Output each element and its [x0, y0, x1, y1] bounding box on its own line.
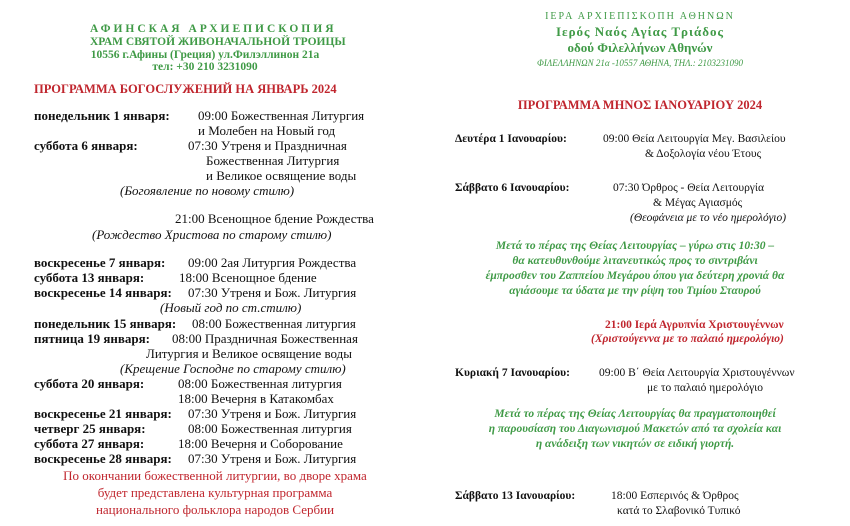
ru-text: 08:00 Праздничная Божественная — [172, 331, 358, 346]
ru-text: 18:00 Вечерня и Соборование — [178, 436, 343, 451]
gr-note: (Θεοφάνεια με το νέο ημερολόγιο) — [630, 212, 787, 224]
ru-day: пятница 19 января: — [34, 331, 151, 346]
ru-day: воскресенье 28 января: — [34, 451, 172, 466]
ru-text: Литургия и Великое освящение воды — [146, 346, 353, 361]
gr-green-line: η παρουσίαση του Διαγωνισμού Μακετών από τα σχολεία και — [488, 423, 782, 435]
gr-text: 09:00 Θεία Λειτουργία Μεγ. Βασιλείου — [603, 133, 786, 145]
ru-note: (Новый год по ст.стилю) — [160, 300, 302, 315]
ru-text: и Великое освящение воды — [206, 168, 357, 183]
ru-text: 18:00 Вечерня в Катакомбах — [178, 391, 334, 406]
gr-green-line: αγιάσουμε τα ύδατα με την ρίψη του Τιμίου Σταυρού — [509, 285, 761, 297]
greek-program — [425, 0, 850, 526]
ru-day: суббота 13 января: — [34, 270, 145, 285]
gr-day: Δευτέρα 1 Ιανουαρίου: — [455, 133, 567, 145]
ru-day: воскресенье 14 января: — [34, 285, 172, 300]
gr-green-line: έμπροσθεν του Ζαππείου Μεγάρου όπου για δεύτερη χρονιά θα — [485, 270, 785, 282]
gr-header-line4: ΦΙΛΕΛΛΗΝΩΝ 21α -10557 ΑΘΗΝΑ, ΤΗΛ.: 2103231090 — [536, 58, 743, 68]
ru-day: понедельник 15 января: — [34, 316, 177, 331]
ru-text: 08:00 Божественная литургия — [188, 421, 352, 436]
gr-text: 07:30 Όρθρος - Θεία Λειτουργία — [613, 182, 765, 194]
gr-header-line3: οδού Φιλελλήνων Αθηνών — [567, 40, 713, 55]
ru-day: четверг 25 января: — [34, 421, 146, 436]
gr-day: Κυριακή 7 Ιανουαρίου: — [455, 367, 570, 379]
ru-text: 09:00 2ая Литургия Рождества — [188, 255, 357, 270]
ru-text: 07:30 Утреня и Бож. Литургия — [188, 285, 357, 300]
ru-day: понедельник 1 января: — [34, 108, 170, 123]
gr-vigil-note: (Χριστούγεννα με το παλαιό ημερολόγιο) — [591, 333, 784, 345]
ru-footer-line1: По окончании божественной литургии, во дворе храма — [63, 468, 367, 483]
ru-note: (Крещение Господне по старому стилю) — [120, 361, 346, 376]
ru-note: (Рождество Христова по старому стилю) — [92, 227, 332, 242]
gr-vigil: 21:00 Ιερά Αγρυπνία Χριστουγέννων — [605, 319, 784, 331]
ru-text: 08:00 Божественная литургия — [192, 316, 356, 331]
ru-text: 07:30 Утреня и Бож. Литургия — [188, 451, 357, 466]
ru-header-line2: ХРАМ СВЯТОЙ ЖИВОНАЧАЛЬНОЙ ТРОИЦЫ — [90, 36, 346, 48]
ru-note: (Богоявление по новому стилю) — [120, 183, 295, 198]
gr-text: 18:00 Εσπερινός & Όρθρος — [611, 490, 739, 502]
ru-text: 07:30 Утреня и Праздничная — [188, 138, 347, 153]
ru-header-line4: тел: +30 210 3231090 — [152, 61, 258, 73]
ru-day: воскресенье 21 января: — [34, 406, 172, 421]
gr-text: & Δοξολογία νέου Έτους — [645, 148, 762, 160]
ru-day: суббота 27 января: — [34, 436, 145, 451]
ru-text: и Молебен на Новый год — [198, 123, 336, 138]
gr-day: Σάββατο 13 Ιανουαρίου: — [455, 490, 576, 502]
gr-header-line2: Ιερός Ναός Αγίας Τριάδος — [555, 24, 725, 39]
ru-text: 07:30 Утреня и Бож. Литургия — [188, 406, 357, 421]
ru-text: Божественная Литургия — [206, 153, 340, 168]
gr-header-line1: ΙΕΡΑ ΑΡΧΙΕΠΙΣΚΟΠΗ ΑΘΗΝΩΝ — [545, 11, 735, 22]
ru-header-line1: АФИНСКАЯ АРХИЕПИСКОПИЯ — [90, 23, 337, 35]
gr-green-line: η ανάδειξη των νικητών σε ειδική γιορτή. — [535, 438, 735, 450]
ru-text: 09:00 Божественная Литургия — [198, 108, 365, 123]
ru-text: 21:00 Всенощное бдение Рождества — [175, 211, 374, 226]
gr-text: με το παλαιό ημερολόγιο — [647, 382, 764, 394]
ru-footer-line3: национального фольклора народов Сербии — [95, 502, 335, 517]
ru-header-line3: 10556 г.Афины (Греция) ул.Филэллинон 21а — [90, 49, 320, 61]
gr-green-line: θα κατευθυνθούμε λιτανευτικώς προς το σιντριβάνι — [512, 255, 758, 267]
gr-title: ΠΡΟΓΡΑΜΜΑ ΜΗΝΟΣ ΙΑΝΟΥΑΡΙΟΥ 2024 — [517, 98, 763, 112]
ru-title: ПРОГРАММА БОГОСЛУЖЕНИЙ НА ЯНВАРЬ 2024 — [34, 82, 337, 96]
gr-text: 09:00 Β΄ Θεία Λειτουργία Χριστουγέννων — [599, 367, 795, 379]
ru-footer-line2: будет представлена культурная программа — [97, 485, 333, 500]
gr-green-line: Μετά το πέρας της Θείας Λειτουργίας θα πραγματοποιηθεί — [494, 408, 776, 420]
ru-day: воскресенье 7 января: — [34, 255, 166, 270]
ru-day: суббота 6 января: — [34, 138, 138, 153]
gr-text: & Μέγας Αγιασμός — [653, 197, 743, 209]
gr-green-line: Μετά το πέρας της Θείας Λειτουργίας – γύρω στις 10:30 – — [495, 240, 775, 252]
gr-text: κατά το Σλαβονικό Τυπικό — [617, 505, 741, 517]
ru-text: 08:00 Божественная литургия — [178, 376, 342, 391]
ru-text: 18:00 Всенощное бдение — [179, 270, 317, 285]
ru-day: суббота 20 января: — [34, 376, 145, 391]
gr-day: Σάββατο 6 Ιανουαρίου: — [455, 182, 570, 194]
